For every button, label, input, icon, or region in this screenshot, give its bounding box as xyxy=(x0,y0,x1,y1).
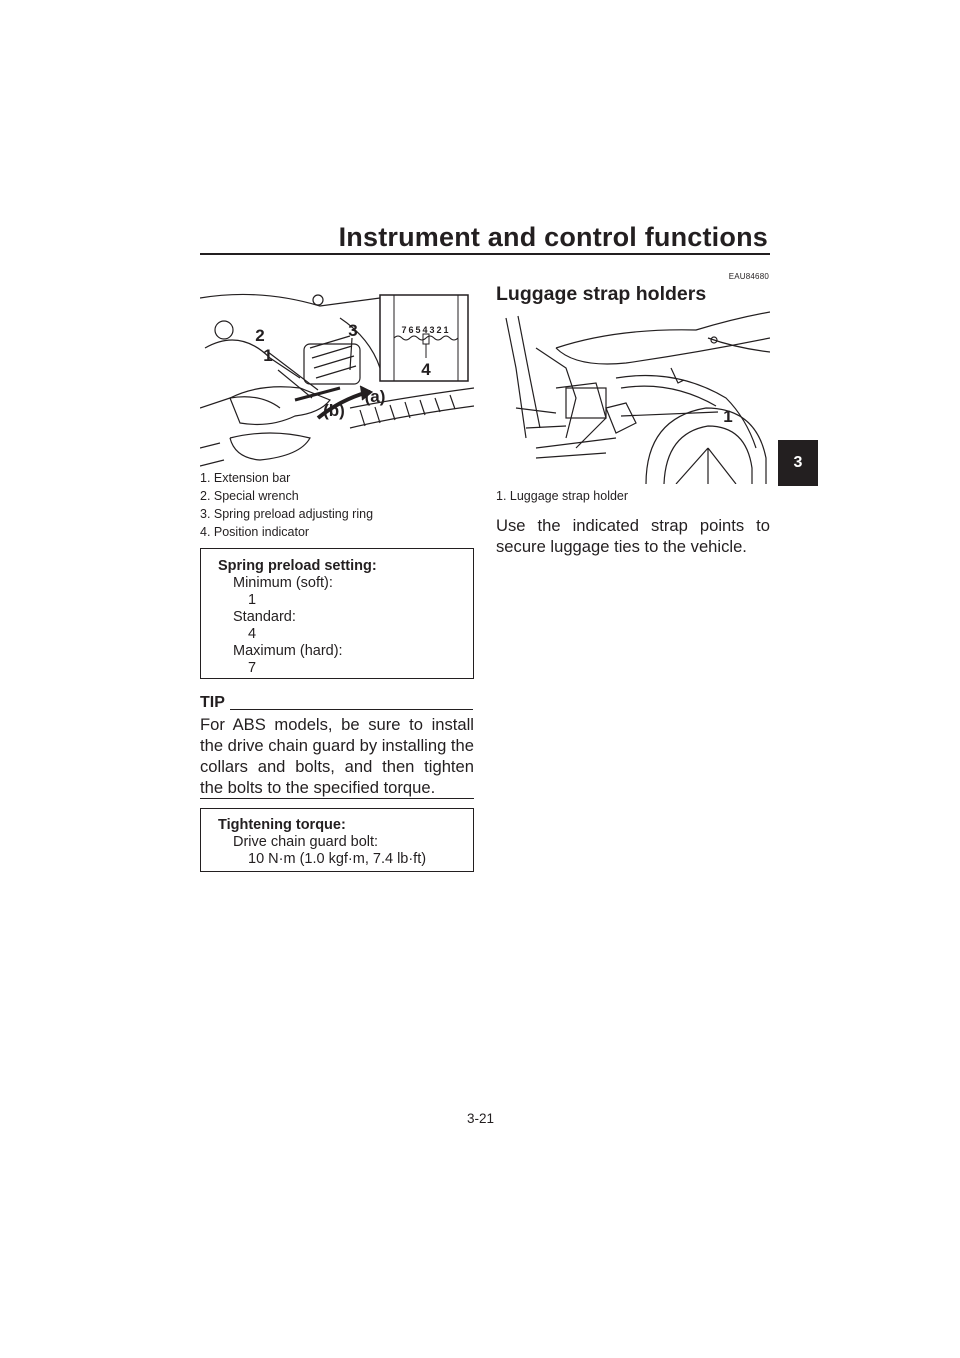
callout-a: (a) xyxy=(364,387,386,406)
figure1-captions xyxy=(200,469,373,541)
spec-min-label: Minimum (soft): xyxy=(233,575,333,591)
spec-std-value: 4 xyxy=(248,626,257,642)
caption-2: 2. Special wrench xyxy=(200,489,299,503)
caption-1: 1. Extension bar xyxy=(200,471,291,485)
torque-item: Drive chain guard bolt: xyxy=(233,834,379,850)
section-code: EAU84680 xyxy=(728,272,769,281)
callout-1: 1 xyxy=(263,346,273,365)
spec-max-label: Maximum (hard): xyxy=(233,643,343,659)
spring-preload-figure xyxy=(200,288,474,468)
scale-digits: 7654321 xyxy=(401,325,451,335)
torque-value: 10 N·m (1.0 kgf·m, 7.4 lb·ft) xyxy=(248,851,427,867)
chapter-tab: 3 xyxy=(778,440,818,486)
header-rule xyxy=(200,253,770,255)
callout-b: (b) xyxy=(323,401,345,420)
luggage-body-text: Use the indicated strap points to secure luggage ties to the vehicle. xyxy=(496,516,770,556)
spec-max-value: 7 xyxy=(248,660,257,676)
page-number: 3-21 xyxy=(467,1111,495,1126)
tip-label: TIP xyxy=(200,694,225,711)
section-title: Luggage strap holders xyxy=(496,283,707,305)
luggage-caption: 1. Luggage strap holder xyxy=(496,489,629,503)
caption-3: 3. Spring preload adjusting ring xyxy=(200,507,374,521)
spec-min-value: 1 xyxy=(248,592,257,608)
tip-text: For ABS models, be sure to install the drive chain guard by installing the collars and bolts, and then tighten the bolts to the specified torque. xyxy=(200,715,474,797)
spring-preload-spec-box xyxy=(200,548,474,679)
caption-4: 4. Position indicator xyxy=(200,525,310,539)
torque-title: Tightening torque: xyxy=(218,817,346,833)
callout-4: 4 xyxy=(421,360,431,379)
callout-2: 2 xyxy=(255,326,265,345)
tip-bottom-rule xyxy=(200,798,474,799)
callout-3: 3 xyxy=(348,321,358,340)
luggage-strap-figure xyxy=(496,308,770,484)
spec-std-label: Standard: xyxy=(233,609,296,625)
page-title: Instrument and control functions xyxy=(338,222,768,252)
tip-top-rule xyxy=(230,709,473,710)
fig2-callout-1: 1 xyxy=(723,407,733,426)
spec-box-title: Spring preload setting: xyxy=(218,558,377,574)
torque-spec-box xyxy=(200,808,474,872)
